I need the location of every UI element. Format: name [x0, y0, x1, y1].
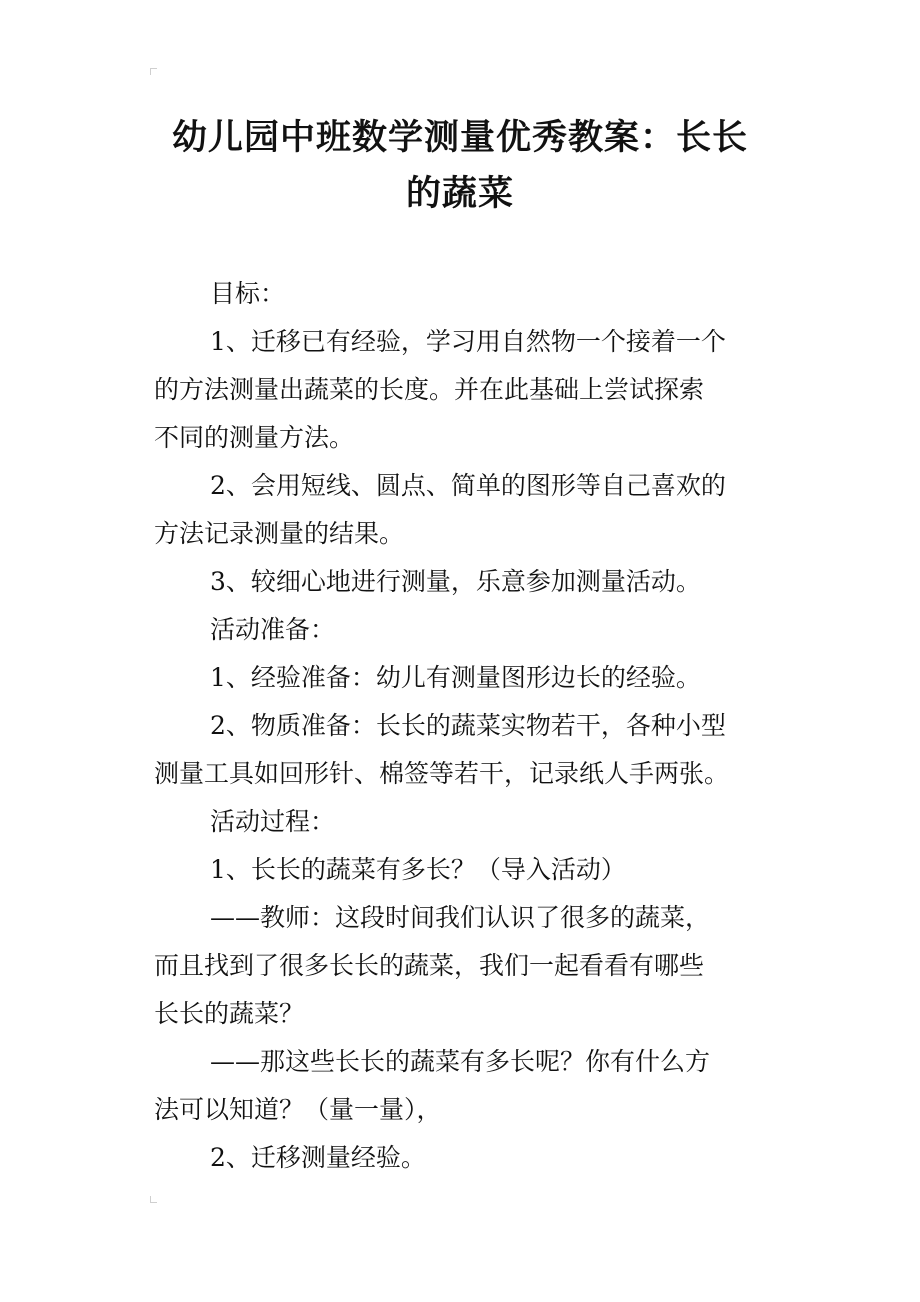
- text-line: 2、会用短线、圆点、简单的图形等自己喜欢的: [210, 471, 726, 500]
- text-line: ——那这些长长的蔬菜有多长呢？你有什么方: [210, 1047, 711, 1076]
- text-line: 1、长长的蔬菜有多长？（导入活动）: [210, 855, 626, 884]
- text-line: 活动过程：: [210, 807, 336, 836]
- text-line: 法可以知道？（量一量），: [154, 1095, 442, 1124]
- text-line: 2、迁移测量经验。: [210, 1143, 426, 1172]
- text-line: ——教师：这段时间我们认识了很多的蔬菜，: [210, 903, 711, 932]
- text-line: 测量工具如回形针、棉签等若干，记录纸人手两张。: [154, 759, 730, 788]
- crop-mark-bottom: [150, 1196, 157, 1203]
- text-line: 不同的测量方法。: [154, 423, 355, 452]
- text-line: 而且找到了很多长长的蔬菜，我们一起看看有哪些: [154, 951, 705, 980]
- text-line: 长长的蔬菜？: [154, 999, 305, 1028]
- text-line: 方法记录测量的结果。: [154, 519, 405, 548]
- heading-preparation: [154, 606, 774, 654]
- process-step-2: [154, 1134, 774, 1182]
- title-line: 的蔬菜: [405, 174, 514, 214]
- text-line: 1、经验准备：幼儿有测量图形边长的经验。: [210, 663, 701, 692]
- heading-goals: [154, 270, 774, 318]
- preparation-item-1: [154, 654, 774, 702]
- teacher-dialogue-1: [154, 894, 774, 1038]
- goal-item-1: [154, 318, 774, 462]
- text-line: 3、较细心地进行测量，乐意参加测量活动。: [210, 567, 701, 596]
- document-title: [150, 110, 770, 222]
- crop-mark-top: [150, 68, 157, 75]
- goal-item-2: [154, 462, 774, 558]
- text-line: 的方法测量出蔬菜的长度。并在此基础上尝试探索: [154, 375, 705, 404]
- preparation-item-2: [154, 702, 774, 798]
- title-line: 幼儿园中班数学测量优秀教案：长长: [171, 118, 748, 158]
- document-body: [154, 270, 774, 1182]
- teacher-dialogue-2: [154, 1038, 774, 1134]
- text-line: 2、物质准备：长长的蔬菜实物若干，各种小型: [210, 711, 726, 740]
- text-line: 1、迁移已有经验，学习用自然物一个接着一个: [210, 327, 726, 356]
- text-line: 活动准备：: [210, 615, 336, 644]
- heading-process: [154, 798, 774, 846]
- text-line: 目标：: [210, 279, 286, 308]
- goal-item-3: [154, 558, 774, 606]
- process-step-1: [154, 846, 774, 894]
